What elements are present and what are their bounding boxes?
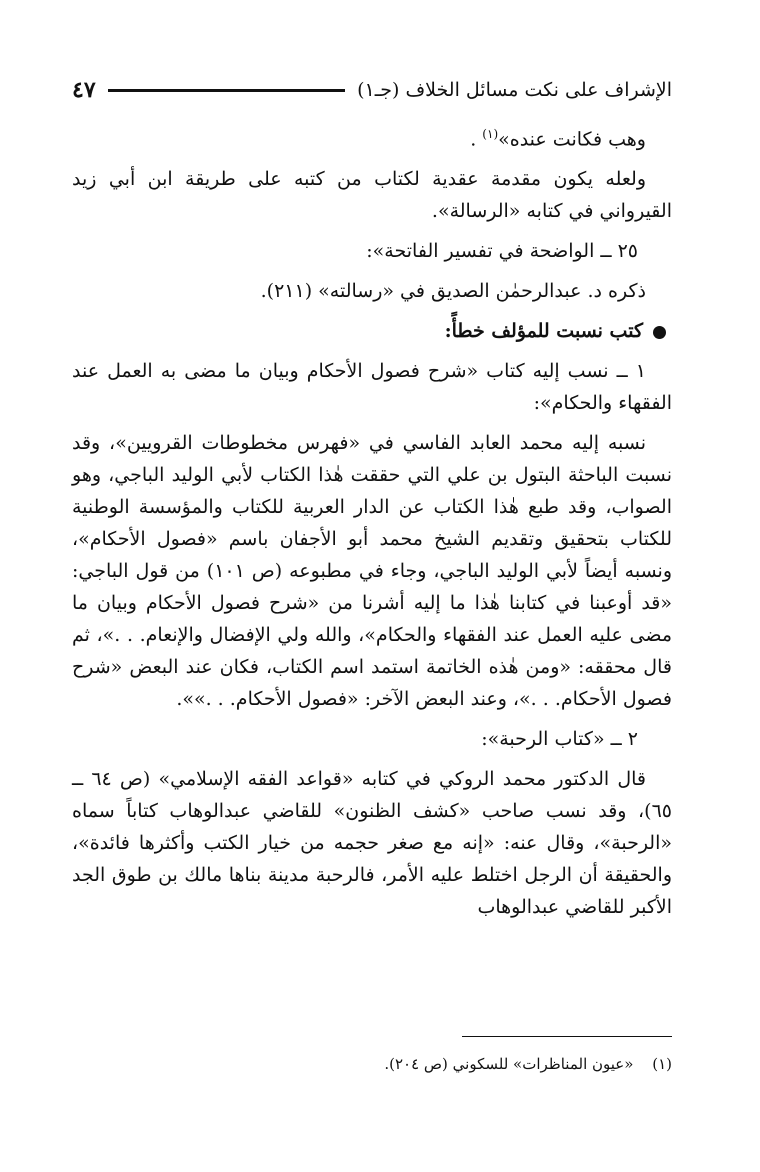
footnote-number: (١) <box>652 1055 672 1073</box>
footnote-ref: (١) <box>482 127 499 141</box>
bullet-icon <box>653 326 666 339</box>
page-number: ٤٧ <box>72 77 96 103</box>
footnote-text: «عيون المناظرات» للسكوني (ص ٢٠٤). <box>384 1055 634 1073</box>
continuation-text: وهب فكانت عنده» <box>498 128 646 151</box>
running-header <box>72 70 672 110</box>
entry-25-heading: ٢٥ ــ الواضحة في تفسير الفاتحة»: <box>366 240 638 263</box>
paragraph-risala: ولعله يكون مقدمة عقدية لكتاب من كتبه على طريقة ابن أبي زيد القيرواني في كتابه «الرسالة». <box>72 168 672 223</box>
header-rule <box>108 89 345 92</box>
footnote-separator <box>462 1036 672 1037</box>
running-title: الإشراف على نكت مسائل الخلاف (جـ١) <box>357 79 672 101</box>
section-heading-misattributed <box>72 315 672 347</box>
paragraph-rahba: قال الدكتور محمد الروكي في كتابه «قواعد الفقه الإسلامي» (ص ٦٤ ــ ٦٥)، وقد نسب صاحب «كشف الظنون» للقاضي عبدالوهاب كتاباً سماه «الرحبة»، وقال عنه: «إنه مع صغر حجمه من خيار الكتب وأكثرها فائدة»، والحقيقة أن الرجل اختلط عليه الأمر، فالرحبة مدينة بناها مالك بن طوق الجد الأكبر للقاضي عبدالوهاب <box>72 768 672 919</box>
footnote <box>72 1052 672 1076</box>
paragraph-siddiq: ذكره د. عبدالرحمٰن الصديق في «رسالته» (٢١١). <box>260 280 646 303</box>
item-1-heading: ١ ــ نسب إليه كتاب «شرح فصول الأحكام وبيان ما مضى به العمل عند الفقهاء والحكام»: <box>72 360 672 415</box>
paragraph-fusul: نسبه إليه محمد العابد الفاسي في «فهرس مخطوطات القرويين»، وقد نسبت الباحثة البتول بن علي التي حققت هٰذا الكتاب لأبي الوليد الباجي، وهو الصواب، وقد طبع هٰذا الكتاب عن الدار العربية للكتاب والمؤسسة الوطنية للكتاب بتحقيق وتقديم الشيخ محمد أبو الأجفان باسم «فصول الأحكام»، ونسبه أيضاً لأبي الوليد الباجي، وجاء في مطبوعه (ص ١٠١) من قول الباجي: «قد أوعبنا في كتابنا هٰذا ما إليه أشرنا من «شرح فصول الأحكام وبيان ما مضى عليه العمل عند الفقهاء والحكام»، والله ولي الإفضال والإنعام. . .»، ثم قال محققه: «ومن هٰذه الخاتمة استمد اسم الكتاب، فكان عند البعض «شرح فصول الأحكام. . .»، وعند البعض الآخر: «فصول الأحكام. . .»». <box>72 432 673 711</box>
item-2-heading: ٢ ــ «كتاب الرحبة»: <box>481 728 638 751</box>
continuation-end: . <box>470 128 477 151</box>
body-text <box>72 118 672 931</box>
paragraph-continuation <box>72 118 672 155</box>
section-heading-text: كتب نسبت للمؤلف خطأً: <box>444 320 643 343</box>
